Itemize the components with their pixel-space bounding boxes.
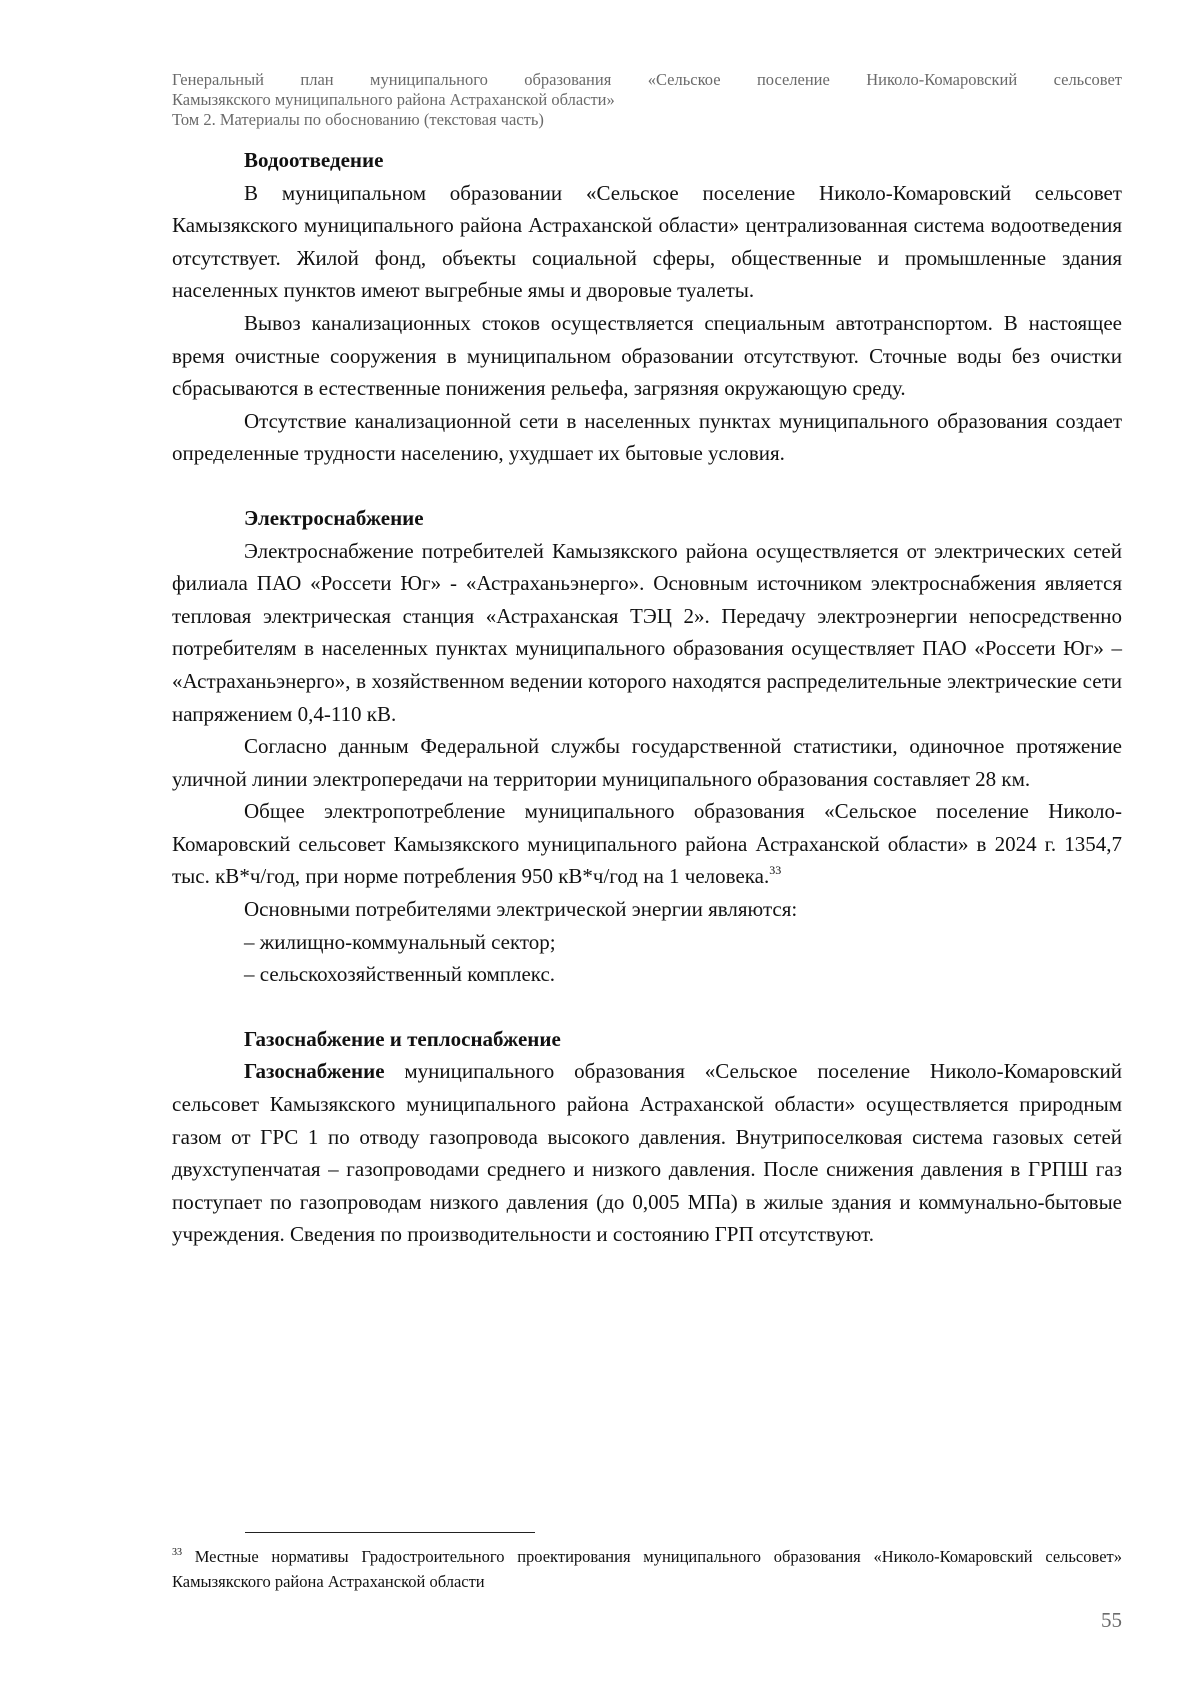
page-number: 55 xyxy=(1101,1608,1122,1632)
paragraph: Основными потребителями электрической энергии являются: xyxy=(244,897,798,922)
paragraph xyxy=(172,795,1122,893)
paragraph: Отсутствие канализационной сети в населенных пунктах муниципального образования создает определенные трудности населению, ухудшает их бытовые условия. xyxy=(172,408,1122,466)
footnote xyxy=(172,1544,1122,1594)
section-title-gas-heat-supply: Газоснабжение и теплоснабжение xyxy=(244,1026,561,1051)
header-line-3: Том 2. Материалы по обоснованию (текстовая часть) xyxy=(172,110,544,129)
paragraph-text: Общее электропотребление муниципального образования «Сельское поселение Николо-Комаровский сельсовет Камызякского муниципального района Астраханской области» в 2024 г. 1354,7 тыс. кВ*ч/год, при норме потребления 950 кВ*ч/год на 1 человека. xyxy=(172,799,1122,889)
running-header xyxy=(172,70,1122,130)
paragraph: Согласно данным Федеральной службы государственной статистики, одиночное протяжение уличной линии электропередачи на территории муниципального образования составляет 28 км. xyxy=(172,734,1122,791)
header-line-1: Генеральный план муниципального образования «Сельское поселение Николо-Комаровский сельсовет xyxy=(172,70,1122,89)
main-content xyxy=(172,144,1122,1251)
paragraph: Электроснабжение потребителей Камызякского района осуществляется от электрических сетей филиала ПАО «Россети Юг» - «Астраханьэнерго». Основным источником электроснабжения является тепловая электрическая станция «Астраханская ТЭЦ 2». Передачу электроэнергии непосредственно потребителям в населенных пунктах муниципального образования осуществляет ПАО «Россети Юг» – «Астраханьэнерго», в хозяйственном ведении которого находятся распределительные электрические сети напряжением 0,4-110 кВ. xyxy=(172,538,1122,726)
footnote-reference[interactable]: 33 xyxy=(769,863,782,878)
paragraph-text: муниципального образования «Сельское поселение Николо-Комаровский сельсовет Камызякского муниципального района Астраханской области» осуществляется природным газом от ГРС 1 по отводу газопровода высокого давления. Внутрипоселковая система газовых сетей двухступенчатая – газопроводами среднего и низкого давления. После снижения давления в ГРПШ газ поступает по газопроводам низкого давления (до 0,005 МПа) в жилые здания и коммунально-бытовые учреждения. Сведения по производительности и состоянию ГРП отсутствуют. xyxy=(172,1059,1122,1247)
footnote-separator xyxy=(245,1532,535,1533)
list-item: – жилищно-коммунальный сектор; xyxy=(244,929,556,954)
list-item: – сельскохозяйственный комплекс. xyxy=(244,962,556,987)
header-line-2: Камызякского муниципального района Астраханской области» xyxy=(172,90,615,109)
footnote-text: Местные нормативы Градостроительного проектирования муниципального образования «Николо-Комаровский сельсовет» Камызякского района Астраханской области xyxy=(172,1547,1122,1591)
paragraph-lead-term: Газоснабжение xyxy=(244,1059,385,1084)
section-title-water-disposal: Водоотведение xyxy=(244,148,384,172)
paragraph: В муниципальном образовании «Сельское поселение Николо-Комаровский сельсовет Камызякского муниципального района Астраханской области» централизованная система водоотведения отсутствует. Жилой фонд, объекты социальной сферы, общественные и промышленные здания населенных пунктов имеют выгребные ямы и дворовые туалеты. xyxy=(172,180,1122,303)
paragraph xyxy=(172,1055,1122,1251)
paragraph: Вывоз канализационных стоков осуществляется специальным автотранспортом. В настоящее время очистные сооружения в муниципальном образовании отсутствуют. Сточные воды без очистки сбрасываются в естественные понижения рельефа, загрязняя окружающую среду. xyxy=(172,310,1122,401)
footnote-number: 33 xyxy=(172,1547,182,1558)
section-title-power-supply: Электроснабжение xyxy=(244,505,424,530)
